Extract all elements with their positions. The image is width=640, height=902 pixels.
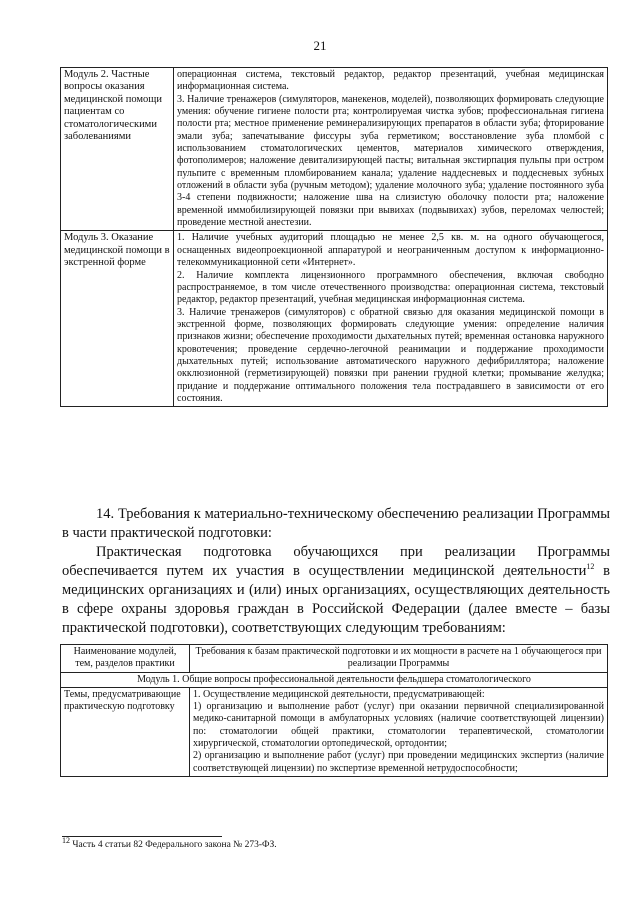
footnote-text: Часть 4 статьи 82 Федерального закона № 273-ФЗ. (70, 840, 277, 850)
footnote-number: 12 (62, 835, 70, 845)
topic-cell: Темы, предусматривающие практическую подготовку (61, 687, 190, 776)
section-heading: 14. Требования к материально-техническому обеспечению реализации Программы в части практической подготовки: (62, 506, 610, 541)
requirement-item: 1. Наличие учебных аудиторий площадью не менее 2,5 кв. м. на одного обучающегося, оснащенных видеопроекционной аппаратурой и неограниченным доступом к информационно-телекоммуникационной сети «Интернет». (177, 232, 604, 269)
requirement-item: 3. Наличие тренажеров (симуляторов) с обратной связью для оказания медицинской помощи в экстренной форме, позволяющих формировать следующие умения: определение наличия признаков жизни; обеспечение проходимости дыхательных путей; временная остановка наружного кровотечения; проведение сердечно-легочной реанимации и поддержание проходимости дыхательных путей; использование автоматического наружного дефибриллятора; наложение окклюзионной (герметизирующей) повязки при ранении грудной клетки; промывание желудка; придание и поддержание оптимального положения тела пострадавшего в зависимости от его состояния. (177, 306, 604, 404)
module-heading-cell: Модуль 1. Общие вопросы профессиональной деятельности фельдшера стоматологического (61, 672, 608, 687)
practice-bases-table (60, 644, 608, 777)
table-row (61, 68, 608, 231)
footnote (62, 835, 277, 850)
equipment-requirements-table (60, 67, 608, 407)
column-header-requirements: Требования к базам практической подготовки и их мощности в расчете на 1 обучающегося при реализации Программы (190, 645, 608, 673)
requirements-cell (190, 687, 608, 776)
requirement-item: 2. Наличие комплекта лицензионного программного обеспечения, включая свободно распространяемое, в том числе отечественного производства: операционная система, текстовый редактор, редактор презентаций, учебная медицинская информационная система. (177, 269, 604, 306)
requirement-item: операционная система, текстовый редактор, редактор презентаций, учебная медицинская информационная система. (177, 69, 604, 93)
footnote-reference: 12 (586, 562, 595, 572)
page-number: 21 (313, 38, 327, 53)
requirements-cell (174, 68, 608, 231)
requirement-item: 2) организацию и выполнение работ (услуг) при проведении медицинских экспертиз (наличие соответствующей лицензии) по экспертизе временной нетрудоспособности; (193, 750, 604, 774)
table-row (61, 672, 608, 687)
column-header-modules: Наименование модулей, тем, разделов практики (61, 645, 190, 673)
requirement-item: 3. Наличие тренажеров (симуляторов, манекенов, моделей), позволяющих формировать следующие умения: обучение гигиене полости рта; контролируемая чистка зубов; профессиональная гигиена полости рта; местное применение реминерализирующих препаратов в области зуба; фторирование эмали зуба; запечатывание фиссуры зуба герметиком; восстановление зуба пломбой с использованием стоматологических цементов, материалов химического отверждения, фотополимеров; наложение девитализирующей пасты; витальная экстирпация пульпы при остром пульпите с временным пломбированием канала; удаление наддесневых и поддесневых зубных отложений в области зуба (ручным методом); удаление молочного зуба; удаление постоянного зуба 3-4 степени подвижности; наложение шва на слизистую оболочку полости рта; наложение временной иммобилизирующей повязки при вывихах (подвывихах) зубов, переломах челюстей; проведение местной анестезии. (177, 93, 604, 229)
module-name-cell: Модуль 2. Частные вопросы оказания медицинской помощи пациентам со стоматологическими заболеваниями (61, 68, 174, 231)
requirements-cell (174, 231, 608, 407)
table-row (61, 231, 608, 407)
requirement-item: 1. Осуществление медицинской деятельности, предусматривающей: (193, 688, 485, 700)
footnote-divider (62, 836, 222, 837)
module-name-cell: Модуль 3. Оказание медицинской помощи в экстренной форме (61, 231, 174, 407)
paragraph-text-after: в медицинских организациях и (или) иных организациях, осуществляющих деятельность в сфере охраны здоровья граждан в Российской Федерации (далее вместе – базы практической подготовки), соответствующих следующим требованиям: (62, 563, 610, 636)
requirement-item: 1) организацию и выполнение работ (услуг) при оказании первичной специализированной медико-санитарной помощи в амбулаторных условиях (наличие соответствующей лицензии) по: стоматологии общей практики, стоматологии терапевтической, стоматологии хирургической, стоматологии ортопедической, ортодонтии; (193, 701, 604, 750)
table-header-row (61, 645, 608, 673)
practice-paragraph (62, 543, 610, 638)
paragraph-text-before: Практическая подготовка обучающихся при реализации Программы обеспечивается путем их участия в осуществлении медицинской деятельности (62, 544, 610, 579)
table-row (61, 687, 608, 776)
